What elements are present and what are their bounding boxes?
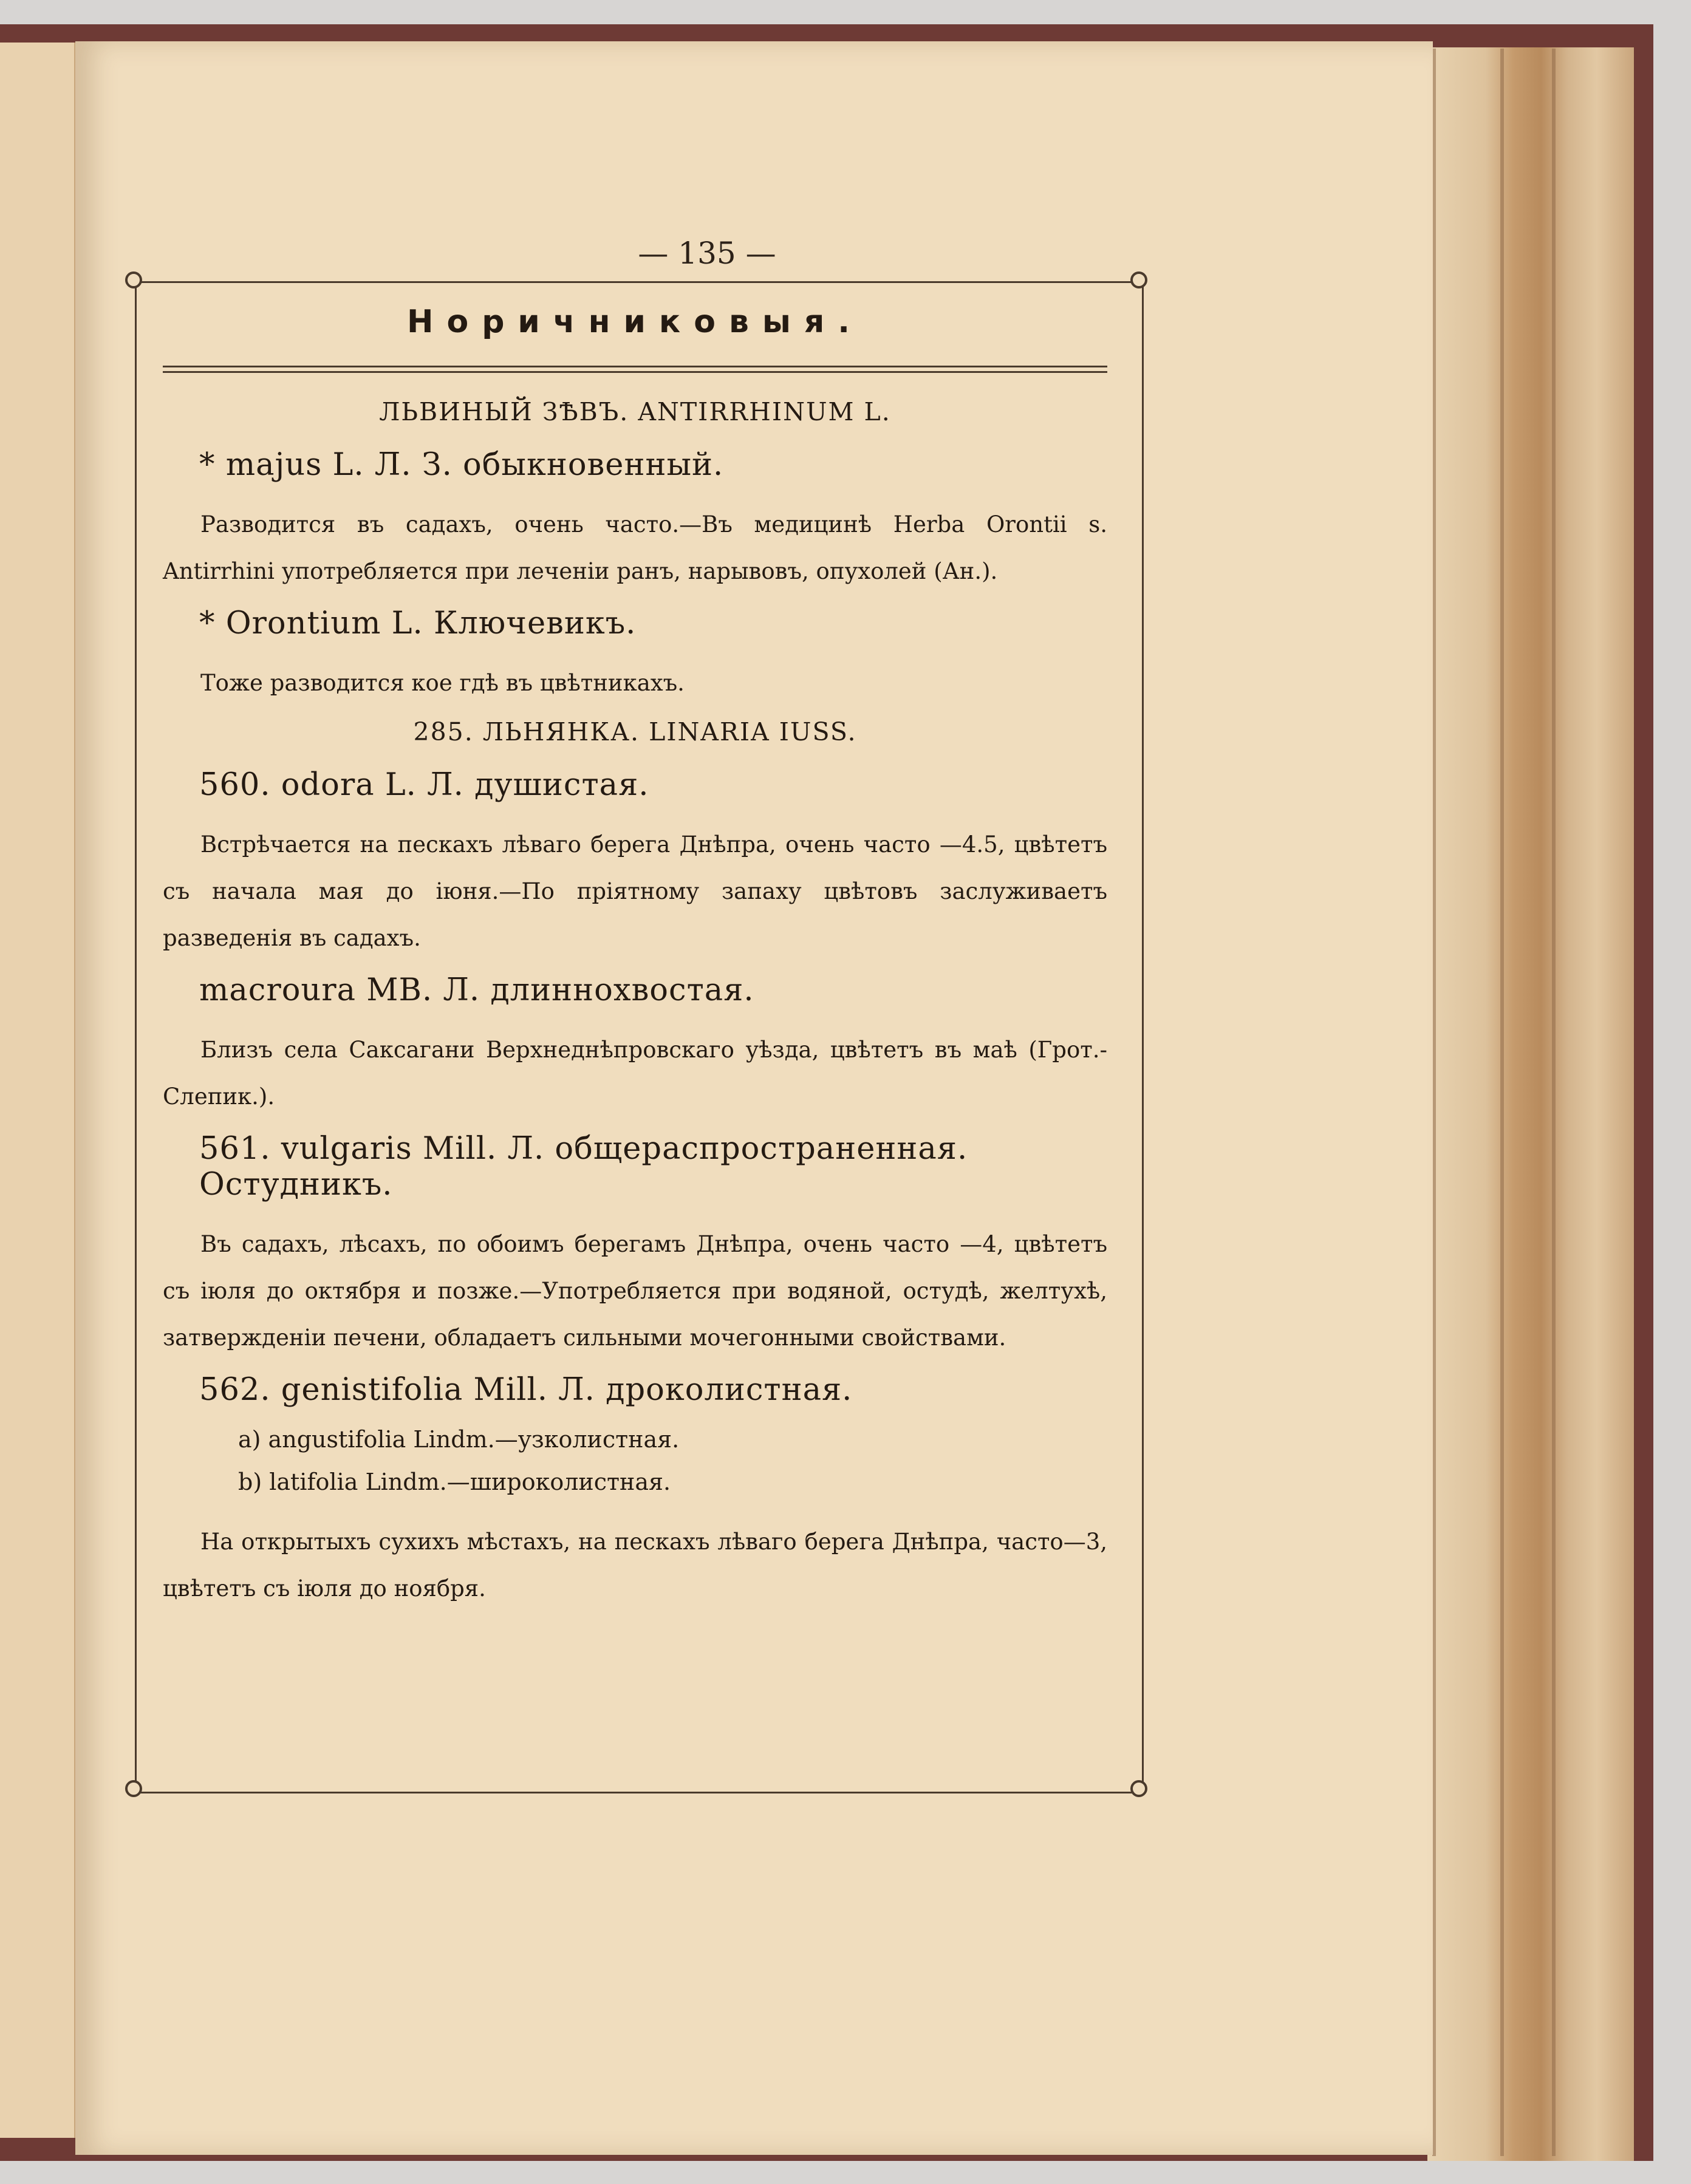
genus-heading: ЛЬВИНЫЙ ЗѢВЪ. ANTIRRHINUM L. <box>379 397 891 426</box>
species-description: Въ садахъ, лѣсахъ, по обоимъ берегамъ Днѣпра, очень часто —4, цвѣтетъ съ іюля до октября и позже.—Употребляется при водяной, остудѣ, желтухѣ, затверждeніи печени, обладаетъ сильными мочегонными свойствами. <box>163 1231 1107 1351</box>
species-description: На открытыхъ сухихъ мѣстахъ, на пескахъ лѣваго берега Днѣпра, часто—3, цвѣтетъ съ іюля до ноября. <box>163 1529 1107 1602</box>
page-edge-line <box>1552 49 1556 2156</box>
species-name: * Orontium L. Ключевикъ. <box>199 606 637 641</box>
species-name: macroura MB. Л. длиннохвостая. <box>199 972 754 1008</box>
species-description: Тоже разводится кое гдѣ въ цвѣтникахъ. <box>200 670 685 696</box>
title-rule <box>163 366 1107 373</box>
left-page-edge <box>0 43 77 2138</box>
frame-corner-ornament <box>1130 1780 1147 1797</box>
page-edge-line <box>1500 49 1504 2156</box>
species-name: 562. genistifolia Mill. Л. дроколистная. <box>199 1372 853 1408</box>
variety-item: b) latifolia Lindm.—широколистная. <box>238 1469 671 1495</box>
page-number: — 135 — <box>638 236 776 271</box>
frame-corner-ornament <box>1130 271 1147 288</box>
page-content <box>163 304 1107 1623</box>
species-name: 560. odora L. Л. душистая. <box>199 767 649 803</box>
species-name: * majus L. Л. З. обыкновенный. <box>199 447 724 483</box>
species-name: 561. vulgaris Mill. Л. общераспространенная. Остудникъ. <box>199 1131 968 1203</box>
species-description: Встрѣчается на пескахъ лѣваго берега Днѣпра, очень часто —4.5, цвѣтетъ съ начала мая до іюня.—По пріятному запаху цвѣтовъ заслуживаетъ разведенія въ садахъ. <box>163 831 1107 951</box>
genus-heading: 285. ЛЬНЯНКА. LINARIA IUSS. <box>413 717 857 746</box>
page-stack-edges <box>1427 47 1634 2161</box>
variety-item: a) angustifolia Lindm.—узколистная. <box>238 1426 680 1453</box>
frame-corner-ornament <box>125 1780 142 1797</box>
section-title: Норичниковыя. <box>406 304 864 340</box>
frame-corner-ornament <box>125 271 142 288</box>
species-description: Близъ села Саксагани Верхнеднѣпровскаго уѣзда, цвѣтетъ въ маѣ (Грот.-Слепик.). <box>163 1037 1107 1110</box>
species-description: Разводится въ садахъ, очень часто.—Въ медицинѣ Herba Orontii s. Antirrhini употребляется при леченіи ранъ, нарывовъ, опухолей (Ан.). <box>163 511 1107 584</box>
